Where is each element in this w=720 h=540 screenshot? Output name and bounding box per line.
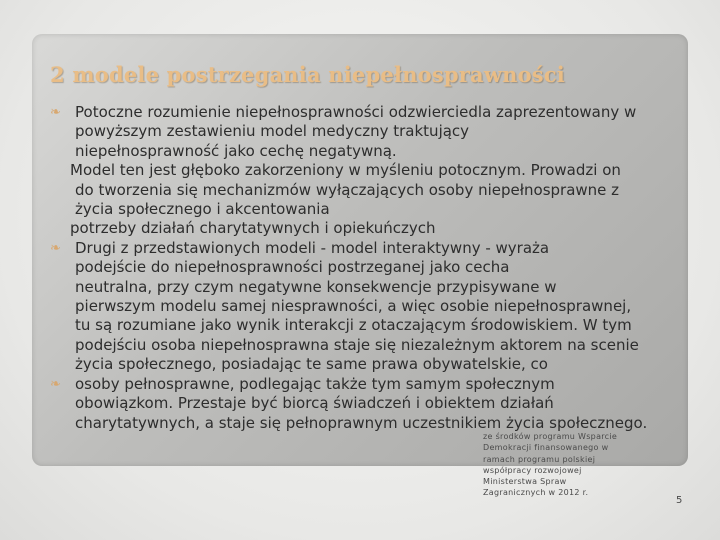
text-line <box>50 200 690 219</box>
funding-note <box>483 431 623 499</box>
line-text: tu są rozumiane jako wynik interakcji z otaczającym środowiskiem. W tym <box>75 316 632 335</box>
text-line <box>50 258 690 277</box>
line-text: podejście do niepełnosprawności postrzeganej jako cecha <box>75 258 510 277</box>
line-text: niepełnosprawność jako cechę negatywną. <box>75 141 397 160</box>
line-text: życia społecznego i akcentowania <box>75 200 330 219</box>
bullet-line <box>50 103 690 122</box>
text-line <box>50 355 690 374</box>
text-line <box>50 414 690 433</box>
page-number: 5 <box>676 495 683 506</box>
text-line <box>50 161 690 180</box>
funding-line: ramach programu polskiej <box>483 454 596 464</box>
text-line <box>50 181 690 200</box>
text-line <box>50 278 690 297</box>
funding-line: współpracy rozwojowej <box>483 465 582 475</box>
line-text: powyższym zestawieniu model medyczny traktujący <box>75 122 470 141</box>
line-text: Model ten jest głęboko zakorzeniony w myśleniu potocznym. Prowadzi on <box>70 161 621 180</box>
line-text: podejściu osoba niepełnosprawna staje się niezależnym aktorem na scenie <box>75 335 639 354</box>
line-text: życia społecznego, posiadając te same prawa obywatelskie, co <box>75 355 548 374</box>
text-line <box>50 297 690 316</box>
line-text: potrzeby działań charytatywnych i opiekuńczych <box>70 219 436 238</box>
bullet-icon: ❧ <box>50 105 61 120</box>
funding-line: Demokracji finansowanego w <box>483 443 609 453</box>
bullet-icon: ❧ <box>50 240 61 256</box>
line-text: Potoczne rozumienie niepełnosprawności odzwierciedla zaprezentowany w <box>75 103 637 121</box>
text-line <box>50 122 690 141</box>
slide-title: 2 modele postrzegania niepełnosprawności <box>50 62 565 87</box>
text-line <box>50 316 690 335</box>
funding-line: Ministerstwa Spraw <box>483 477 567 487</box>
funding-line: ze środków programu Wsparcie <box>483 432 618 441</box>
slide-body <box>50 103 690 433</box>
line-text: pierwszym modelu samej niesprawności, a więc osobie niepełnosprawnej, <box>75 297 632 316</box>
funding-line: Zagranicznych w 2012 r. <box>483 488 589 498</box>
line-text: obowiązkom. Przestaje być biorcą świadczeń i obiektem działań <box>75 394 554 413</box>
bullet-line <box>50 375 690 394</box>
line-text: do tworzenia się mechanizmów wyłączających osoby niepełnosprawne z <box>75 180 620 199</box>
text-line <box>50 219 690 238</box>
text-line <box>50 394 690 413</box>
line-text: neutralna, przy czym negatywne konsekwencje przypisywane w <box>75 277 557 296</box>
line-text: osoby pełnosprawne, podlegając także tym samym społecznym <box>75 374 555 393</box>
bullet-icon: ❧ <box>50 376 61 392</box>
line-text: charytatywnych, a staje się pełnoprawnym uczestnikiem życia społecznego. <box>75 413 648 432</box>
text-line <box>50 336 690 355</box>
text-line <box>50 142 690 161</box>
line-text: Drugi z przedstawionych modeli - model interaktywny - wyraża <box>75 238 550 257</box>
bullet-line <box>50 239 690 258</box>
